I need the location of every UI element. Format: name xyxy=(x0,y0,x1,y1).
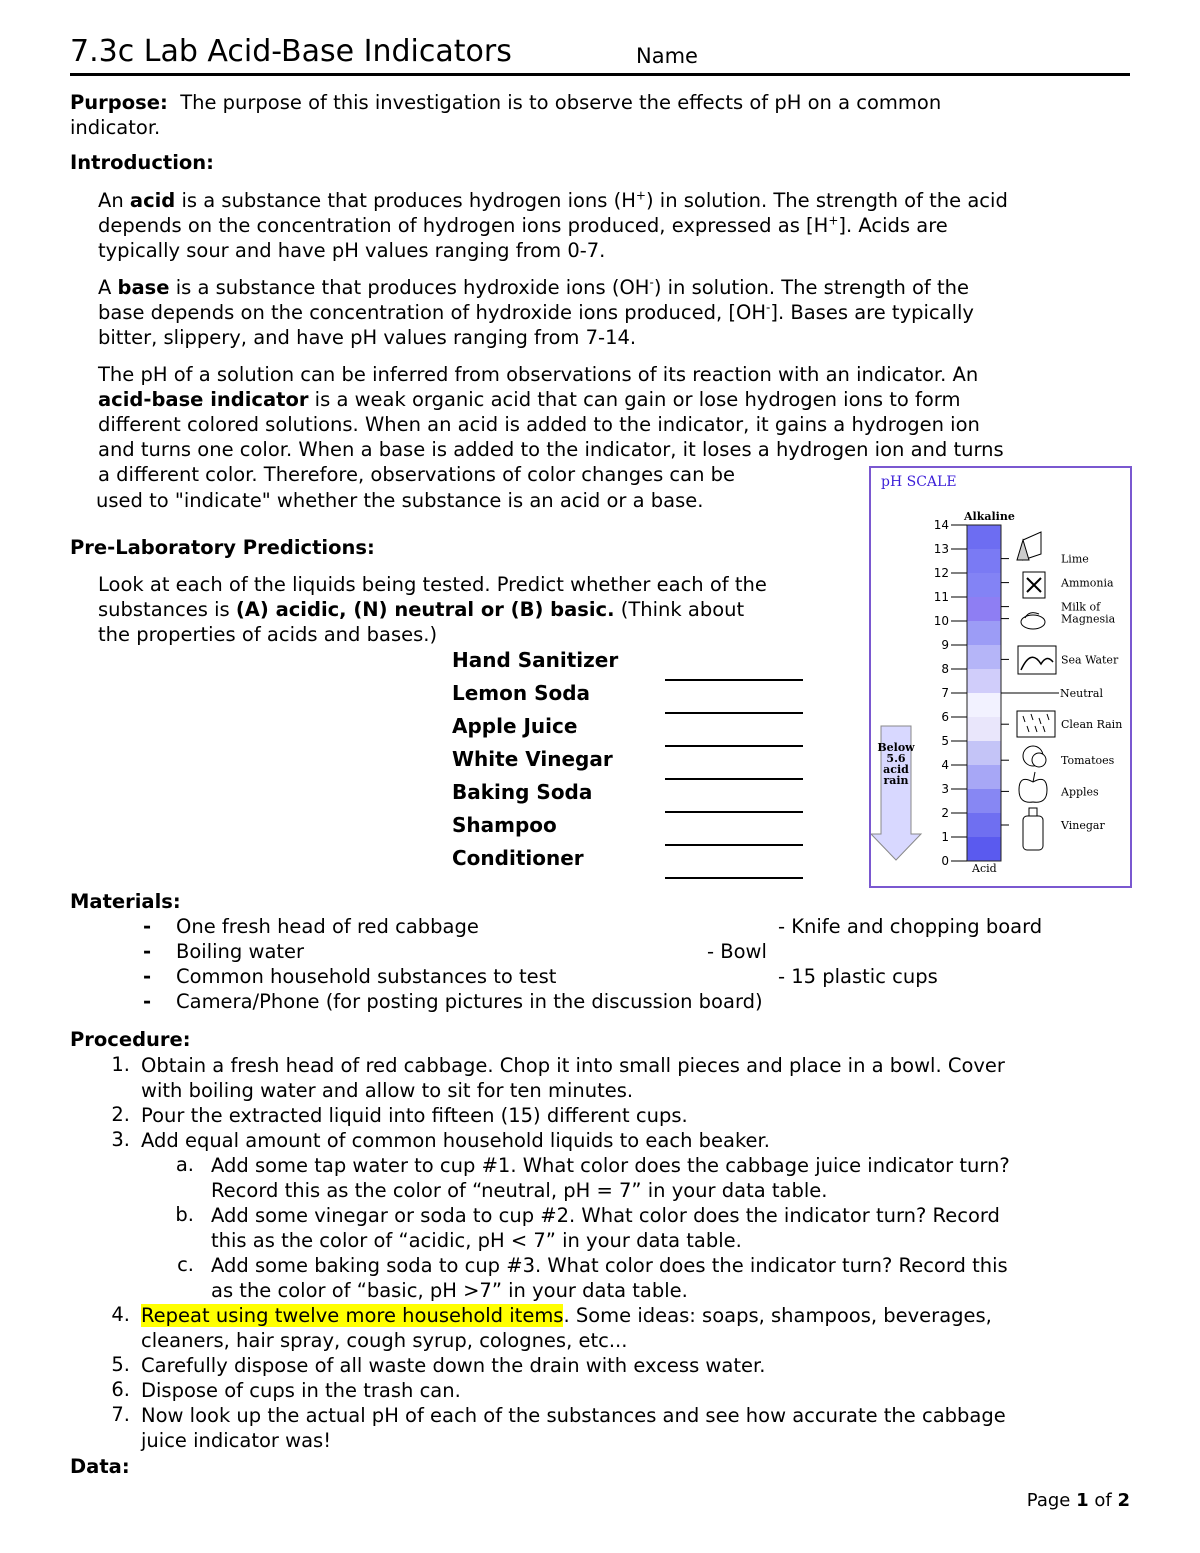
neutral-label: Neutral xyxy=(1060,687,1103,700)
alkaline-label: Alkaline xyxy=(964,510,1015,523)
ph-tick-label: 9 xyxy=(941,638,949,652)
step-text: Carefully dispose of all waste down the drain with excess water. xyxy=(141,1354,766,1377)
step-number: 3. xyxy=(111,1128,130,1151)
ph-tick-label: 0 xyxy=(941,854,949,868)
step-text: as the color of “basic, pH >7” in your data table. xyxy=(211,1279,688,1302)
ph-substance-label: Sea Water xyxy=(1061,653,1119,667)
predictions-line-3: the properties of acids and bases.) xyxy=(98,623,438,646)
clean-rain-icon xyxy=(1017,711,1055,737)
ph-ticks xyxy=(934,518,967,868)
step-text: Record this as the color of “neutral, pH = 7” in your data table. xyxy=(211,1179,828,1202)
ph-scale-figure xyxy=(869,466,1132,888)
step-text: this as the color of “acidic, pH < 7” in your data table. xyxy=(211,1229,742,1252)
step-text: Add some tap water to cup #1. What color does the cabbage juice indicator turn? xyxy=(211,1154,1010,1177)
indicator-line-1: The pH of a solution can be inferred from observations of its reaction with an indicator. An xyxy=(98,363,979,386)
predictions-line-2: substances is (A) acidic, (N) neutral or (B) basic. (Think about xyxy=(98,598,745,621)
bullet-dash: - xyxy=(143,990,152,1013)
step-text: Add some baking soda to cup #3. What color does the indicator turn? Record this xyxy=(211,1254,1008,1277)
ph-tick-label: 2 xyxy=(941,806,949,820)
ph-substance-label: Magnesia xyxy=(1061,612,1116,626)
material-item: - 15 plastic cups xyxy=(778,965,938,988)
acid-rain-text: Below xyxy=(877,741,915,754)
ph-band xyxy=(967,717,1001,741)
prediction-blank[interactable] xyxy=(665,679,803,681)
ph-tick-label: 3 xyxy=(941,782,949,796)
apples-icon xyxy=(1019,772,1047,802)
ph-color-bands xyxy=(967,525,1001,861)
ph-tick-label: 14 xyxy=(933,518,949,532)
acid-rain-text: acid xyxy=(883,763,909,776)
step-number: 1. xyxy=(111,1053,130,1076)
material-item: - Knife and chopping board xyxy=(778,915,1043,938)
ph-tick-label: 10 xyxy=(933,614,949,628)
ph-band xyxy=(967,765,1001,789)
ph-band xyxy=(967,669,1001,693)
material-item: Boiling water xyxy=(176,940,305,963)
ph-tick-label: 8 xyxy=(941,662,949,676)
base-line-1: A base is a substance that produces hydroxide ions (OH-) in solution. The strength of the xyxy=(98,275,970,299)
ph-band xyxy=(967,741,1001,765)
ph-substance-label: Milk of xyxy=(1061,600,1101,614)
step-number: 7. xyxy=(111,1403,130,1426)
substance-label: Baking Soda xyxy=(452,780,593,804)
vinegar-icon xyxy=(1023,808,1043,850)
purpose-line-1: Purpose: The purpose of this investigation is to observe the effects of pH on a common xyxy=(70,91,942,114)
step-text: Obtain a fresh head of red cabbage. Chop it into small pieces and place in a bowl. Cover xyxy=(141,1054,1005,1077)
ph-tick-label: 11 xyxy=(933,590,949,604)
bullet-dash: - xyxy=(143,940,152,963)
substep-letter: a. xyxy=(175,1153,194,1176)
acid-line-1: An acid is a substance that produces hydrogen ions (H+) in solution. The strength of the acid xyxy=(98,188,1008,212)
step-text: with boiling water and allow to sit for ten minutes. xyxy=(141,1079,634,1102)
ph-tick-label: 12 xyxy=(933,566,949,580)
highlighted-text: Repeat using twelve more household items xyxy=(141,1304,564,1327)
step-text: cleaners, hair spray, cough syrup, colognes, etc... xyxy=(141,1329,628,1352)
ammonia-icon xyxy=(1023,572,1045,598)
substance-label: White Vinegar xyxy=(452,747,613,771)
lime-icon xyxy=(1017,532,1041,560)
indicator-line-4: and turns one color. When a base is added to the indicator, it loses a hydrogen ion and turns xyxy=(98,438,1004,461)
substep-letter: c. xyxy=(177,1253,194,1276)
ph-band xyxy=(967,573,1001,597)
substance-label: Hand Sanitizer xyxy=(452,648,619,672)
step-text: Repeat using twelve more household items. Some ideas: soaps, shampoos, beverages, xyxy=(141,1304,992,1327)
acid-bottom-label: Acid xyxy=(972,862,997,875)
ph-scale-graphic xyxy=(871,468,1130,886)
ph-band xyxy=(967,621,1001,645)
indicator-line-2: acid-base indicator is a weak organic acid that can gain or lose hydrogen ions to form xyxy=(98,388,961,411)
title-divider xyxy=(70,73,1130,76)
material-item: Common household substances to test xyxy=(176,965,557,988)
ph-tick-label: 1 xyxy=(941,830,949,844)
substance-label: Apple Juice xyxy=(452,714,578,738)
acid-rain-text: rain xyxy=(883,774,909,787)
introduction-heading: Introduction: xyxy=(70,151,214,174)
substance-label: Shampoo xyxy=(452,813,557,837)
base-line-3: bitter, slippery, and have pH values ranging from 7-14. xyxy=(98,326,637,349)
step-text: Pour the extracted liquid into fifteen (15) different cups. xyxy=(141,1104,688,1127)
ph-band xyxy=(967,837,1001,861)
predictions-line-1: Look at each of the liquids being tested. Predict whether each of the xyxy=(98,573,767,596)
step-text: juice indicator was! xyxy=(141,1429,332,1452)
step-text: Add equal amount of common household liquids to each beaker. xyxy=(141,1129,770,1152)
prediction-blank[interactable] xyxy=(665,877,803,879)
substance-label: Lemon Soda xyxy=(452,681,591,705)
ph-substance-label: Vinegar xyxy=(1061,819,1105,832)
base-line-2: base depends on the concentration of hydroxide ions produced, [OH-]. Bases are typically xyxy=(98,300,974,324)
bullet-dash: - xyxy=(143,915,152,938)
step-text: Now look up the actual pH of each of the substances and see how accurate the cabbage xyxy=(141,1404,1006,1427)
step-text: Add some vinegar or soda to cup #2. What color does the indicator turn? Record xyxy=(211,1204,1000,1227)
material-item: Camera/Phone (for posting pictures in the discussion board) xyxy=(176,990,763,1013)
step-number: 2. xyxy=(111,1103,130,1126)
predictions-heading: Pre-Laboratory Predictions: xyxy=(70,536,375,559)
ph-band xyxy=(967,597,1001,621)
ph-tick-label: 4 xyxy=(941,758,949,772)
ph-band xyxy=(967,693,1001,717)
ph-substance-label: Clean Rain xyxy=(1061,718,1123,732)
ph-band xyxy=(967,525,1001,549)
tomatoes-icon xyxy=(1023,746,1046,767)
indicator-line-6: used to "indicate" whether the substance is an acid or a base. xyxy=(96,489,704,512)
ph-band xyxy=(967,549,1001,573)
ph-substance-label: Lime xyxy=(1061,552,1089,566)
ph-band xyxy=(967,813,1001,837)
materials-heading: Materials: xyxy=(70,890,181,913)
sea-water-icon xyxy=(1018,646,1056,674)
material-item: - Bowl xyxy=(707,940,767,963)
ph-tick-label: 13 xyxy=(933,542,949,556)
ph-scale-title: pH SCALE xyxy=(881,474,957,490)
substance-label: Conditioner xyxy=(452,846,584,870)
acid-line-3: typically sour and have pH values ranging from 0-7. xyxy=(98,239,606,262)
step-number: 4. xyxy=(111,1303,130,1326)
page-title: 7.3c Lab Acid-Base Indicators xyxy=(70,34,512,69)
ph-band xyxy=(967,645,1001,669)
acid-line-2: depends on the concentration of hydrogen ions produced, expressed as [H+]. Acids are xyxy=(98,213,948,237)
ph-tick-label: 6 xyxy=(941,710,949,724)
purpose-label: Purpose: xyxy=(70,91,168,114)
prediction-blank[interactable] xyxy=(665,745,803,747)
neutral-marker xyxy=(1001,687,1103,700)
ph-tick-label: 5 xyxy=(941,734,949,748)
step-text: Dispose of cups in the trash can. xyxy=(141,1379,461,1402)
page-number: Page 1 of 2 xyxy=(1026,1490,1130,1511)
substep-letter: b. xyxy=(175,1203,194,1226)
ph-substance-label: Ammonia xyxy=(1061,576,1114,590)
indicator-line-3: different colored solutions. When an acid is added to the indicator, it gains a hydrogen ion xyxy=(98,413,980,436)
step-number: 5. xyxy=(111,1353,130,1376)
ph-band xyxy=(967,789,1001,813)
data-heading: Data: xyxy=(70,1455,130,1478)
ph-substance-label: Apples xyxy=(1061,785,1099,799)
procedure-heading: Procedure: xyxy=(70,1028,191,1051)
step-number: 6. xyxy=(111,1378,130,1401)
prediction-blank[interactable] xyxy=(665,844,803,846)
purpose-line-2: indicator. xyxy=(70,116,161,139)
indicator-line-5: a different color. Therefore, observations of color changes can be xyxy=(98,463,736,486)
ph-substance-label: Tomatoes xyxy=(1061,754,1115,768)
bullet-dash: - xyxy=(143,965,152,988)
prediction-blank[interactable] xyxy=(665,811,803,813)
milk-of-magnesia-icon xyxy=(1021,613,1045,629)
material-item: One fresh head of red cabbage xyxy=(176,915,479,938)
name-label: Name xyxy=(636,44,698,68)
acid-rain-text: 5.6 xyxy=(886,752,906,765)
prediction-blank[interactable] xyxy=(665,778,803,780)
ph-tick-label: 7 xyxy=(941,686,949,700)
prediction-blank[interactable] xyxy=(665,712,803,714)
